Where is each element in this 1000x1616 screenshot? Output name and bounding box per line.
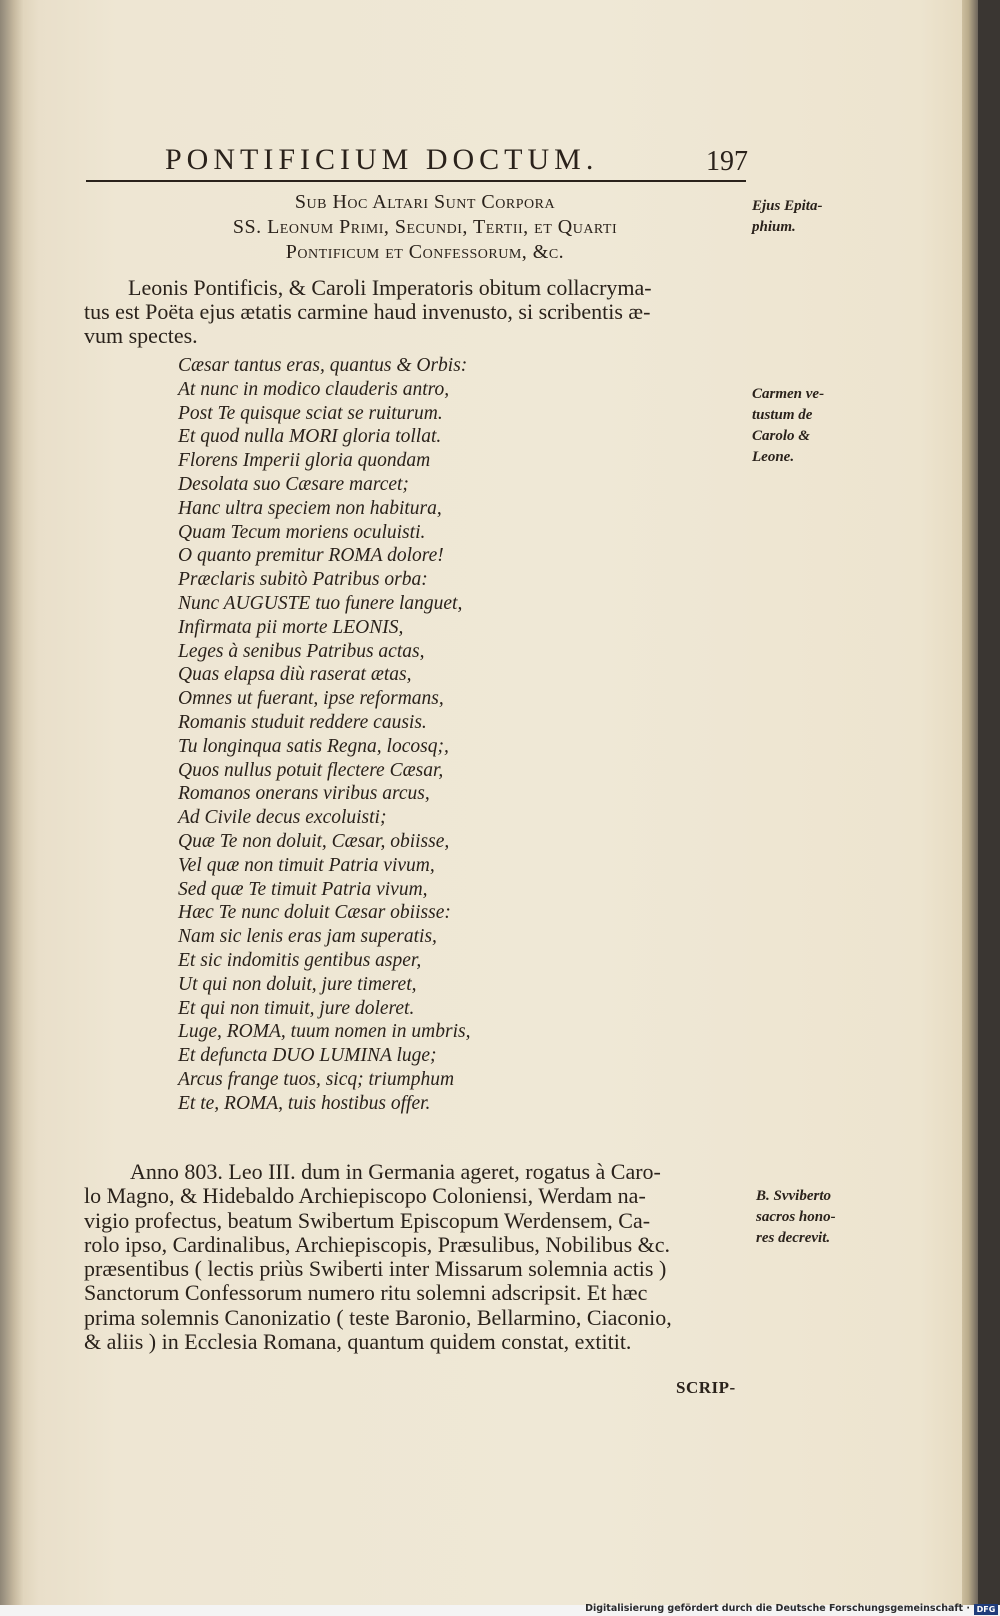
poem-verse: At nunc in modico clauderis antro,: [178, 378, 450, 400]
page-number: 197: [706, 146, 748, 177]
text-line: Sanctorum Confessorum numero ritu solemni adscripsit. Et hæc: [84, 1280, 648, 1306]
poem-verse: Et qui non timuit, jure doleret.: [178, 997, 415, 1019]
poem-verse: Præclaris subitò Patribus orba:: [178, 569, 428, 591]
poem-verse: Et te, ROMA, tuis hostibus offer.: [178, 1092, 431, 1114]
poem-verse: Et defuncta DUO LUMINA luge;: [178, 1045, 437, 1067]
poem-verse: Infirmata pii morte LEONIS,: [178, 616, 404, 638]
text-line: præsentibus ( lectis priùs Swiberti inter Missarum solemnia actis ): [84, 1256, 667, 1282]
poem-verse: Arcus frange tuos, sicq; triumphum: [178, 1068, 455, 1090]
poem-verse: Quam Tecum moriens oculuisti.: [178, 521, 426, 543]
epitaph-inscription: [150, 190, 700, 265]
margin-note-poem: [752, 384, 824, 468]
poem-verse: Nam sic lenis eras jam superatis,: [178, 926, 437, 948]
margin-note-line: Leone.: [752, 449, 795, 465]
margin-note-canonization: [756, 1186, 836, 1249]
intro-paragraph: [84, 276, 748, 348]
dfg-logo-icon: DFG: [974, 1604, 998, 1615]
poem-verse: Sed quæ Te timuit Patria vivum,: [178, 878, 428, 900]
epitaph-line: Pontificum et Confessorum, &c.: [285, 241, 565, 263]
poem-verse: Romanis studuit reddere causis.: [178, 711, 427, 733]
poem-verse: Nunc AUGUSTE tuo funere languet,: [178, 592, 463, 614]
poem-verse: Vel quæ non timuit Patria vivum,: [178, 854, 435, 876]
narrative-paragraph: [84, 1160, 754, 1354]
binding-gutter: [0, 0, 24, 1605]
margin-note-line: Carolo &: [752, 428, 810, 444]
poem-verse: O quanto premitur ROMA dolore!: [178, 545, 444, 567]
poem-verse: Ut qui non doluit, jure timeret,: [178, 973, 417, 995]
poem-verse: Florens Imperii gloria quondam: [178, 450, 431, 472]
text-line: vum spectes.: [84, 323, 198, 348]
catchword: SCRIP-: [676, 1378, 736, 1397]
text-line: Anno 803. Leo III. dum in Germania ageret, rogatus à Caro-: [130, 1159, 661, 1184]
poem: [178, 354, 698, 1116]
epitaph-line: Sub Hoc Altari Sunt Corpora: [294, 191, 556, 213]
poem-verse: Romanos onerans viribus arcus,: [178, 783, 430, 805]
margin-note-line: sacros hono-: [756, 1209, 836, 1225]
text-line: Leonis Pontificis, & Caroli Imperatoris obitum collacryma-: [128, 275, 652, 300]
poem-verse: Hæc Te nunc doluit Cæsar obiisse:: [178, 902, 451, 924]
epitaph-line: SS. Leonum Primi, Secundi, Tertii, et Quarti: [232, 216, 618, 238]
text-line: prima solemnis Canonizatio ( teste Baronio, Bellarmino, Ciaconio,: [84, 1304, 672, 1330]
poem-verse: Quæ Te non doluit, Cæsar, obiisse,: [178, 830, 450, 852]
margin-note-line: res decrevit.: [756, 1230, 831, 1246]
footer-credit: Digitalisierung gefördert durch die Deutsche Forschungsgemeinschaft ·: [585, 1603, 970, 1614]
poem-verse: Tu longinqua satis Regna, locosq;,: [178, 735, 449, 757]
poem-verse: Leges à senibus Patribus actas,: [178, 640, 425, 662]
poem-verse: Quas elapsa diù raserat ætas,: [178, 664, 412, 686]
text-line: & aliis ) in Ecclesia Romana, quantum quidem constat, extitit.: [84, 1329, 632, 1355]
margin-note-line: phium.: [752, 219, 796, 235]
poem-verse: Quos nullus potuit flectere Cæsar,: [178, 759, 444, 781]
poem-verse: Et sic indomitis gentibus asper,: [178, 949, 422, 971]
poem-verse: Desolata suo Cæsare marcet;: [178, 473, 409, 495]
margin-note-line: B. Svviberto: [756, 1188, 831, 1204]
poem-verse: Omnes ut fuerant, ipse reformans,: [178, 688, 444, 710]
poem-verse: Hanc ultra speciem non habitura,: [178, 497, 442, 519]
margin-note-line: Ejus Epita-: [752, 198, 823, 214]
poem-verse: Luge, ROMA, tuum nomen in umbris,: [178, 1021, 471, 1043]
text-line: vigio profectus, beatum Swibertum Episcopum Werdensem, Ca-: [84, 1207, 651, 1233]
margin-note-line: Carmen ve-: [752, 386, 825, 402]
poem-verse: Cæsar tantus eras, quantus & Orbis:: [178, 355, 468, 376]
text-line: lo Magno, & Hidebaldo Archiepiscopo Coloniensi, Werdam na-: [84, 1183, 646, 1209]
text-line: tus est Poëta ejus ætatis carmine haud invenusto, si scribentis æ-: [84, 299, 651, 324]
margin-note-epitaph: [752, 196, 822, 238]
running-title: PONTIFICIUM DOCTUM.: [165, 143, 599, 176]
poem-verse: Et quod nulla MORI gloria tollat.: [178, 426, 442, 448]
poem-verse: Post Te quisque sciat se ruiturum.: [178, 402, 443, 424]
header-rule: [86, 180, 746, 182]
poem-verse: Ad Civile decus excoluisti;: [178, 807, 387, 829]
text-line: rolo ipso, Cardinalibus, Archiepiscopis, Præsulibus, Nobilibus &c.: [84, 1231, 671, 1257]
page-edge: [962, 0, 978, 1605]
margin-note-line: tustum de: [752, 407, 813, 423]
